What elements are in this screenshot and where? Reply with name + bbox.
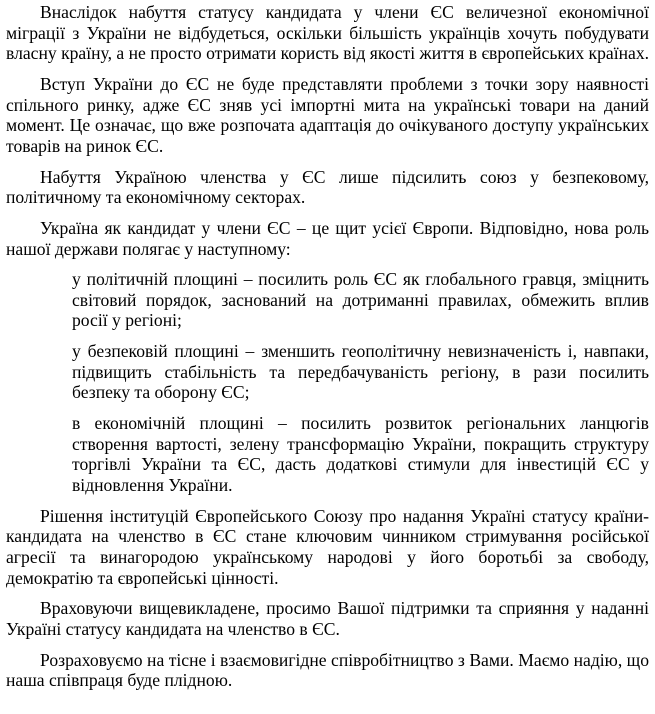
- paragraph-cooperation: Розраховуємо на тісне і взаємовигідне співробітництво з Вами. Маємо надію, що наша співпраця буде плідною.: [6, 649, 649, 691]
- paragraph-common-market: Вступ України до ЄС не буде представляти проблеми з точки зору наявності спільного ринку, адже ЄС зняв усі імпортні мита на українські товари на даний момент. Це означає, що вже розпочата адаптація до очікуваного доступу українських товарів на ринок ЄС.: [6, 73, 649, 156]
- paragraph-migration: Внаслідок набуття статусу кандидата у члени ЄС величезної економічної міграції з України не відбудеться, оскільки більшість українців хочуть побудувати власну країну, а не просто отримати користь від якості життя в європейських країнах.: [6, 2, 650, 64]
- list-item-political: у політичній площині – посилить роль ЄС як глобального гравця, зміцнить світовий порядок, заснований на дотриманні правилах, обмежить вплив росії у регіоні;: [72, 269, 649, 331]
- list-item-security: у безпековій площині – зменшить геополітичну невизначеність і, навпаки, підвищить стабільність та передбачуваність регіону, в рази посилить безпеку та оборону ЄС;: [72, 341, 649, 403]
- paragraph-membership-sectors: Набуття Україною членства у ЄС лише підсилить союз у безпековому, політичному та економічному секторах.: [6, 166, 649, 208]
- paragraph-eu-decision: Рішення інституцій Європейського Союзу про надання Україні статусу країни-кандидата на членство в ЄС стане ключовим чинником стримування російської агресії та винагородою українському народові у його боротьбі за свободу, демократію та європейські цінності.: [6, 505, 649, 588]
- paragraph-request-support: Враховуючи вищевикладене, просимо Вашої підтримки та сприяння у наданні Україні статусу кандидата на членство в ЄС.: [6, 598, 649, 639]
- paragraph-shield-of-europe: Україна як кандидат у члени ЄС – це щит усієї Європи. Відповідно, нова роль нашої держави полягає у наступному:: [6, 217, 649, 259]
- role-list: [6, 269, 649, 495]
- list-item-economic: в економічній площині – посилить розвиток регіональних ланцюгів створення вартості, зелену трансформацію України, покращить структуру торгівлі України та ЄС, дасть додаткові стимули для інвестицій ЄС у відновлення України.: [72, 413, 649, 495]
